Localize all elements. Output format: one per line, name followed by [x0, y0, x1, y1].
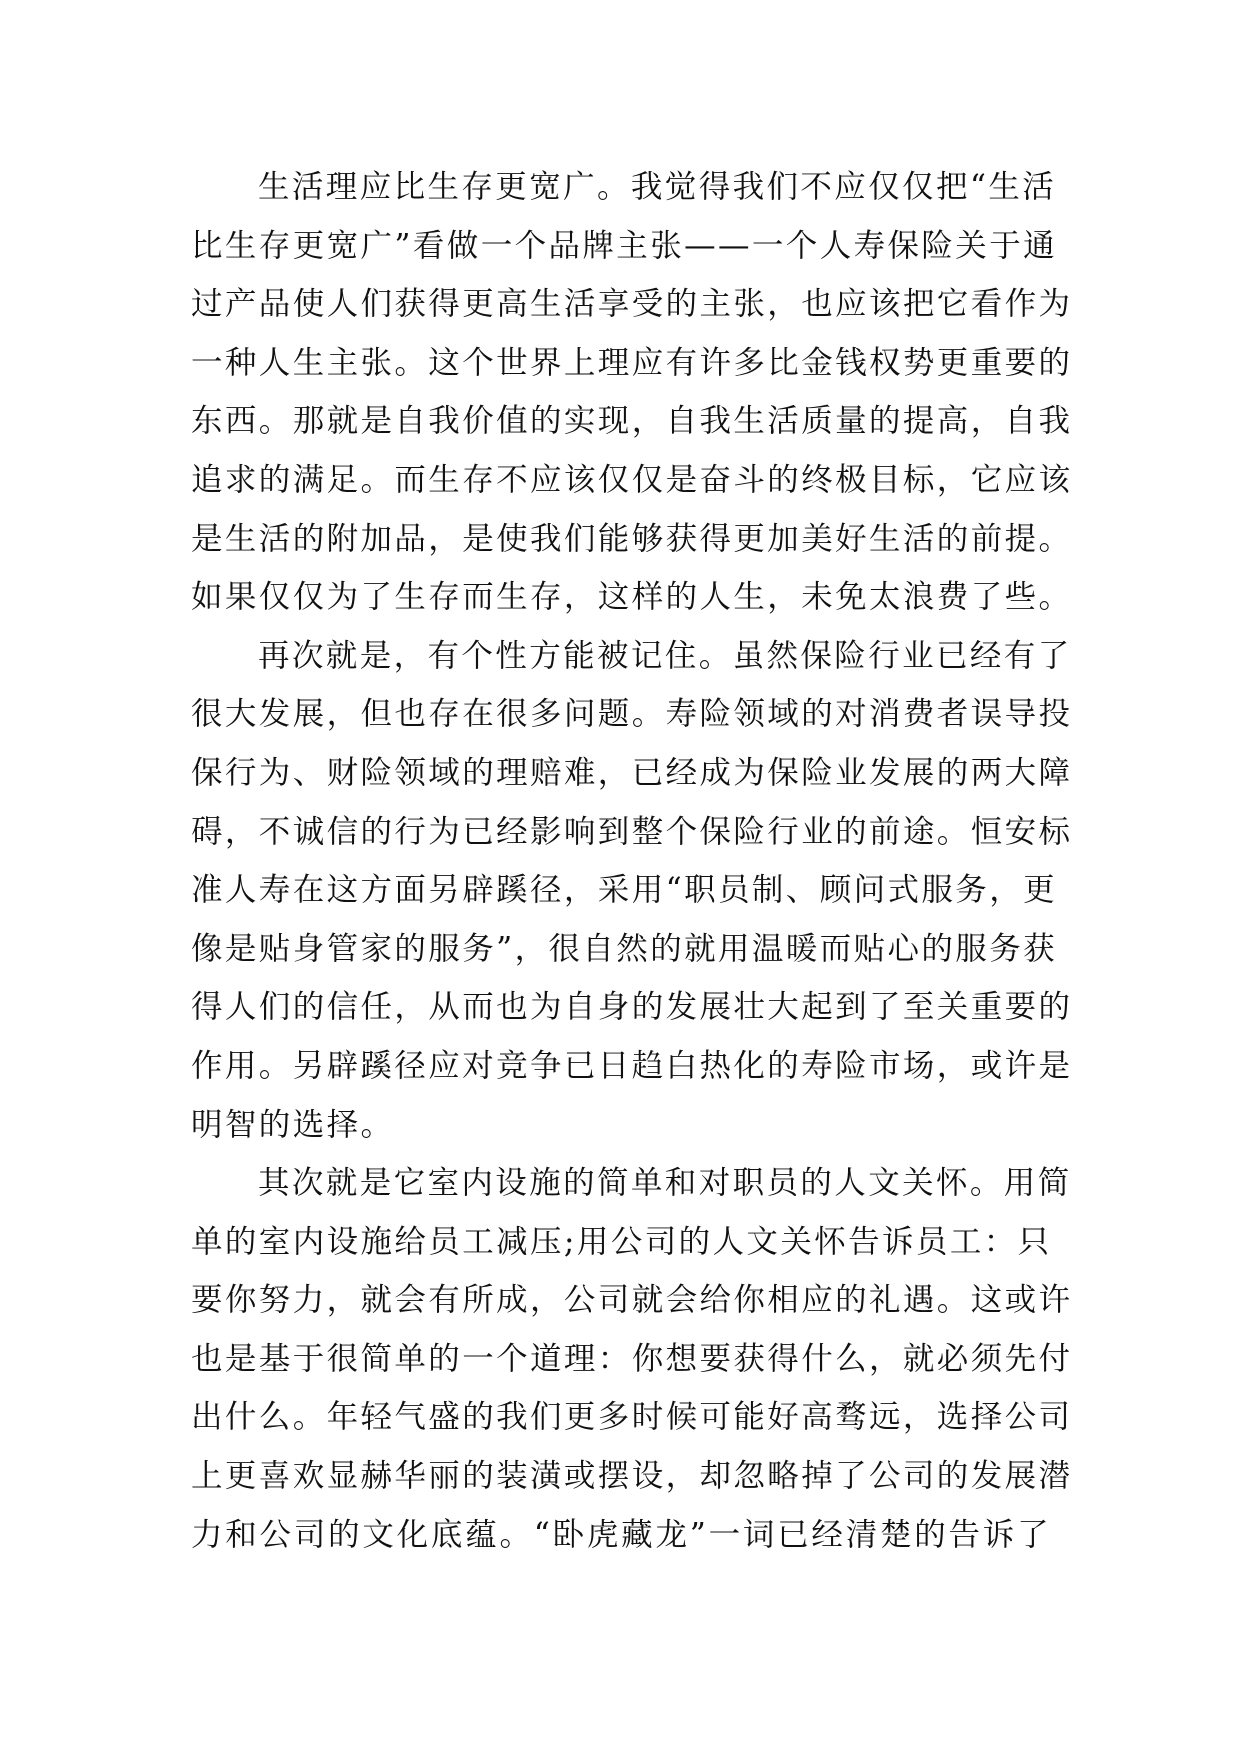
body-text	[191, 158, 1073, 1564]
text-line: 力和公司的文化底蕴。“卧虎藏龙”一词已经清楚的告诉了	[191, 1516, 1051, 1553]
text-line: 碍，不诚信的行为已经影响到整个保险行业的前途。恒安标	[191, 813, 1073, 850]
text-line: 单的室内设施给员工减压;用公司的人文关怀告诉员工：只	[191, 1223, 1052, 1260]
text-line: 也是基于很简单的一个道理：你想要获得什么，就必须先付	[191, 1340, 1073, 1377]
text-line: 一种人生主张。这个世界上理应有许多比金钱权势更重要的	[191, 344, 1073, 381]
text-line: 比生存更宽广”看做一个品牌主张——一个人寿保险关于通	[191, 227, 1058, 264]
text-line: 像是贴身管家的服务”，很自然的就用温暖而贴心的服务获	[191, 930, 1058, 967]
text-line: 是生活的附加品，是使我们能够获得更加美好生活的前提。	[191, 520, 1073, 557]
text-line: 要你努力，就会有所成，公司就会给你相应的礼遇。这或许	[191, 1282, 1073, 1319]
text-line: 其次就是它室内设施的简单和对职员的人文关怀。用简	[258, 1165, 1072, 1202]
text-line: 保行为、财险领域的理赔难，已经成为保险业发展的两大障	[191, 754, 1073, 791]
text-line: 很大发展，但也存在很多问题。寿险领域的对消费者误导投	[191, 696, 1073, 733]
text-line: 再次就是，有个性方能被记住。虽然保险行业已经有了	[258, 637, 1072, 674]
text-line: 东西。那就是自我价值的实现，自我生活质量的提高，自我	[191, 403, 1073, 440]
text-line: 得人们的信任，从而也为自身的发展壮大起到了至关重要的	[191, 989, 1073, 1026]
text-line: 出什么。年轻气盛的我们更多时候可能好高骛远，选择公司	[191, 1399, 1073, 1436]
text-line: 上更喜欢显赫华丽的装潢或摆设，却忽略掉了公司的发展潜	[191, 1458, 1073, 1495]
text-line: 明智的选择。	[191, 1106, 395, 1143]
text-line: 准人寿在这方面另辟蹊径，采用“职员制、顾问式服务，更	[191, 872, 1058, 909]
text-line: 过产品使人们获得更高生活享受的主张，也应该把它看作为	[191, 286, 1073, 323]
text-line: 追求的满足。而生存不应该仅仅是奋斗的终极目标，它应该	[191, 461, 1073, 498]
text-line: 生活理应比生存更宽广。我觉得我们不应仅仅把“生活	[258, 169, 1057, 205]
text-line: 作用。另辟蹊径应对竞争已日趋白热化的寿险市场，或许是	[191, 1047, 1073, 1084]
text-line: 如果仅仅为了生存而生存，这样的人生，未免太浪费了些。	[191, 579, 1073, 616]
